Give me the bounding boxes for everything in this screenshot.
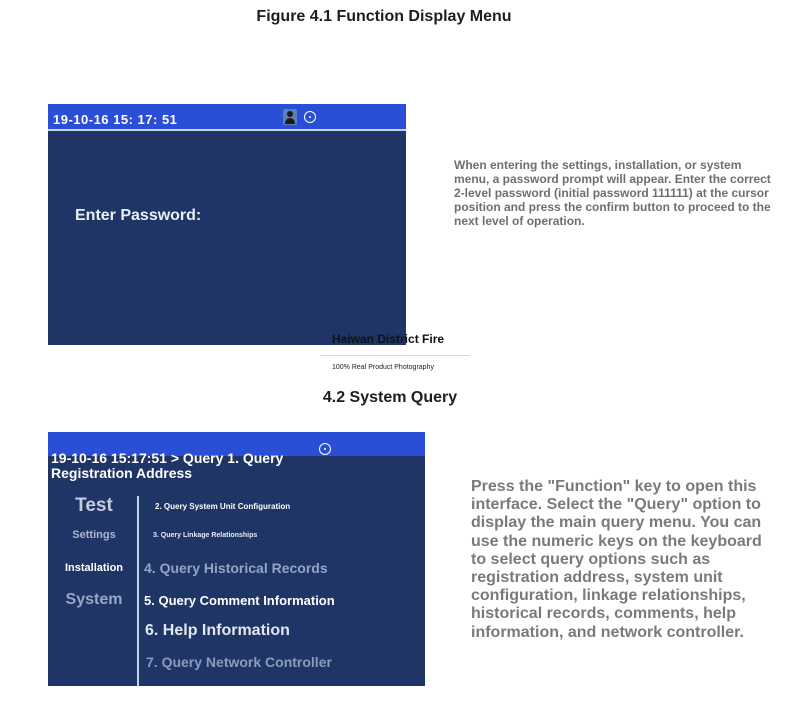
password-screen: [48, 104, 406, 345]
watermark-text: Haiwan District Fire: [332, 332, 445, 346]
figure-title: Figure 4.1 Function Display Menu: [256, 8, 512, 25]
watermark-subtext: 100% Real Product Photography: [332, 364, 434, 371]
menu-item-comment[interactable]: 5. Query Comment Information: [144, 593, 335, 608]
menu-item-history[interactable]: 4. Query Historical Records: [144, 560, 328, 576]
sidebar-divider: [137, 496, 139, 686]
datetime: 19-10-16 15: 17: 51: [53, 112, 178, 127]
menu-item-system-unit[interactable]: 2. Query System Unit Configuration: [155, 502, 291, 511]
sidebar-item-settings[interactable]: Settings: [72, 529, 116, 541]
menu-item-network-controller[interactable]: 7. Query Network Controller: [146, 654, 332, 670]
query-screen: [48, 432, 425, 686]
user-icon: [283, 109, 297, 125]
query-description: Press the "Function" key to open this interface. Select the "Query" option to display the main query menu. You can use the numeric keys on the keyboard to select query options such as registration address, system unit configuration, linkage relationships, historical records, comments, help information, and network controller.: [471, 478, 762, 641]
menu-item-help[interactable]: 6. Help Information: [145, 622, 290, 639]
menu-item-linkage[interactable]: 3. Query Linkage Relationships: [153, 532, 258, 539]
sidebar-item-test[interactable]: Test: [75, 495, 113, 516]
section-title: 4.2 System Query: [322, 389, 458, 406]
sidebar-item-system[interactable]: System: [65, 591, 123, 608]
sidebar-item-installation[interactable]: Installation: [64, 562, 124, 574]
clock-icon: [304, 111, 316, 123]
password-description: When entering the settings, installation, or system menu, a password prompt will appear. Enter the correct 2-level password (initial password 111111) at the cursor position and press the confirm button to proceed to the next level of operation.: [454, 158, 771, 228]
password-prompt[interactable]: Enter Password:: [75, 207, 202, 224]
status-bar: [48, 104, 406, 131]
breadcrumb: 19-10-16 15:17:51 > Query 1. Query Registration Address: [51, 450, 284, 481]
watermark-divider: [320, 355, 470, 356]
